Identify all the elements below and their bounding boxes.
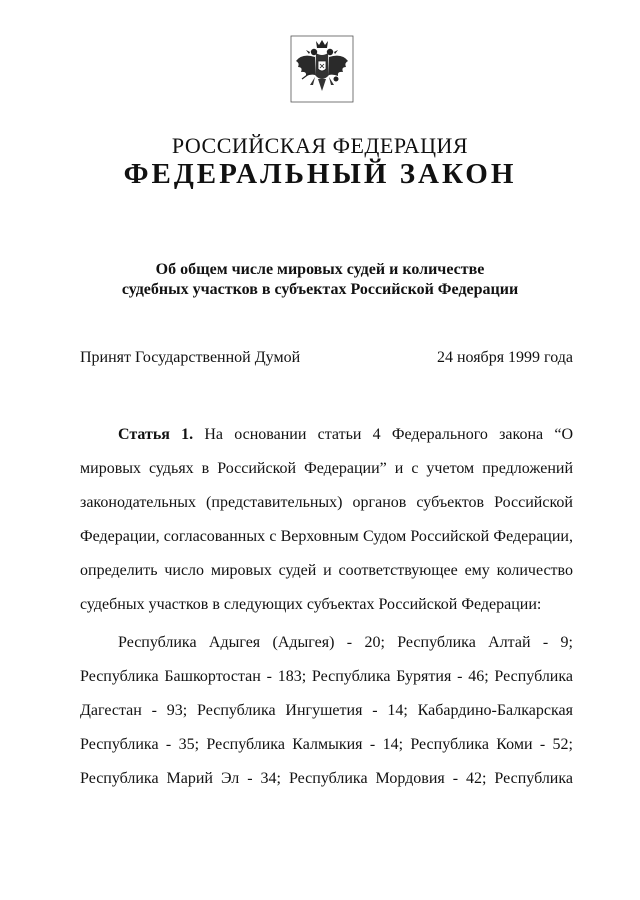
article-line <box>80 418 573 452</box>
list-line: Республика Адыгея (Адыгея) - 20; Республика Алтай - 9; <box>118 634 573 651</box>
list-line: Республика Башкортостан - 183; Республика Бурятия - 46; Республика <box>80 668 573 685</box>
country-heading: РОССИЙСКАЯ ФЕДЕРАЦИЯ <box>171 133 469 158</box>
law-title-line: судебных участков в субъектах Российской Федерации <box>121 281 519 298</box>
article-line: мировых судьях в Российской Федерации” и с учетом предложений <box>80 460 573 477</box>
article-1 <box>80 418 573 796</box>
article-label: Статья 1. <box>118 426 194 443</box>
article-text: На основании статьи 4 Федерального закона “О <box>204 426 573 443</box>
article-line: Федерации, согласованных с Верховным Судом Российской Федерации, <box>80 528 573 545</box>
law-type-heading: ФЕДЕРАЛЬНЫЙ ЗАКОН <box>123 158 517 190</box>
adoption-date: 24 ноября 1999 года <box>436 349 573 366</box>
list-line: Республика Марий Эл - 34; Республика Мордовия - 42; Республика <box>80 770 573 787</box>
adopted-by: Принят Государственной Думой <box>80 349 301 366</box>
coat-of-arms-icon <box>290 35 354 103</box>
list-line: Республика - 35; Республика Калмыкия - 14; Республика Коми - 52; <box>80 736 573 753</box>
list-line: Дагестан - 93; Республика Ингушетия - 14; Кабардино-Балкарская <box>80 702 573 719</box>
article-line: определить число мировых судей и соответствующее ему количество <box>80 562 573 579</box>
law-title-line: Об общем числе мировых судей и количестве <box>155 261 485 278</box>
adoption-line <box>80 349 573 367</box>
article-line: законодательных (представительных) органов субъектов Российской <box>80 494 573 511</box>
article-line: судебных участков в следующих субъектах Российской Федерации: <box>80 596 542 613</box>
law-title <box>0 260 640 300</box>
